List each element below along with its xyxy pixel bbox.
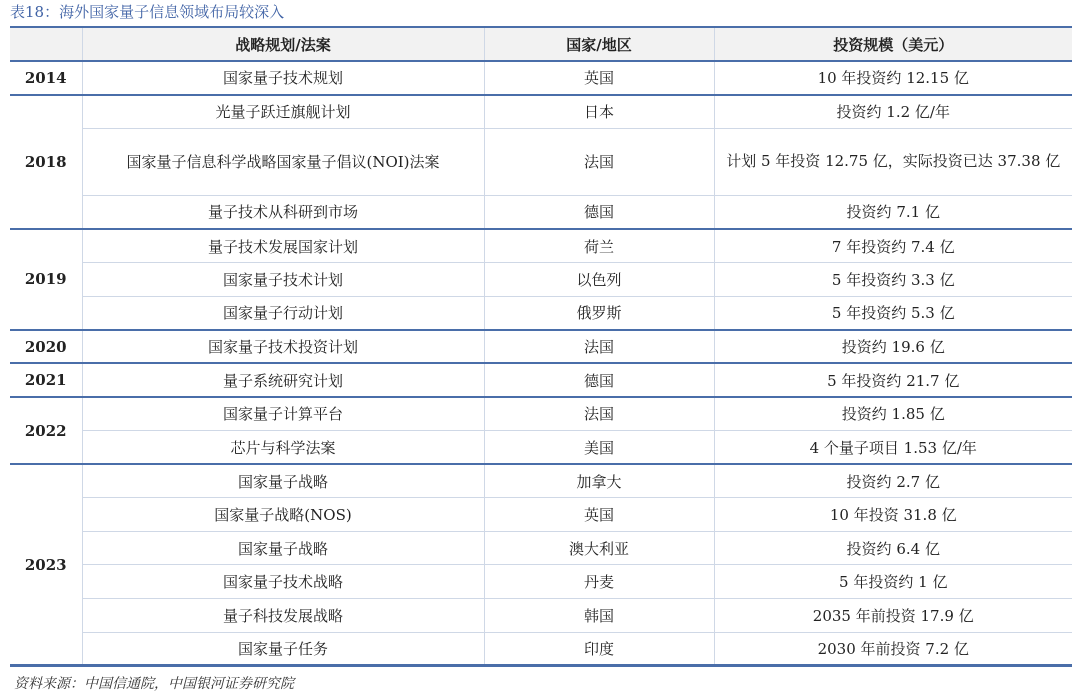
plan-cell: 光量子跃迁旗舰计划 <box>82 95 484 129</box>
country-cell: 英国 <box>484 61 714 95</box>
investment-cell: 5 年投资约 3.3 亿 <box>714 263 1072 297</box>
plan-cell: 国家量子计算平台 <box>82 397 484 431</box>
investment-cell: 2030 年前投资 7.2 亿 <box>714 632 1072 666</box>
table-row <box>10 263 1072 297</box>
investment-cell: 2035 年前投资 17.9 亿 <box>714 599 1072 633</box>
country-cell: 俄罗斯 <box>484 296 714 330</box>
table-header-row <box>10 27 1072 61</box>
country-cell: 日本 <box>484 95 714 129</box>
country-cell: 印度 <box>484 632 714 666</box>
plan-cell: 国家量子技术战略 <box>82 565 484 599</box>
country-cell: 加拿大 <box>484 464 714 498</box>
table-body <box>10 61 1072 666</box>
country-cell: 美国 <box>484 431 714 465</box>
country-cell: 英国 <box>484 498 714 532</box>
quantum-strategy-table <box>10 26 1072 667</box>
investment-cell: 计划 5 年投资 12.75 亿，实际投资已达 37.38 亿 <box>714 128 1072 195</box>
table-row <box>10 632 1072 666</box>
year-cell: 2018 <box>10 95 82 229</box>
investment-cell: 7 年投资约 7.4 亿 <box>714 229 1072 263</box>
country-cell: 德国 <box>484 195 714 229</box>
table-row <box>10 464 1072 498</box>
plan-cell: 量子技术从科研到市场 <box>82 195 484 229</box>
year-cell: 2021 <box>10 363 82 397</box>
investment-table-wrapper <box>10 26 1072 667</box>
header-investment: 投资规模（美元） <box>714 27 1072 61</box>
country-cell: 荷兰 <box>484 229 714 263</box>
plan-cell: 国家量子技术规划 <box>82 61 484 95</box>
table-row <box>10 95 1072 129</box>
header-plan: 战略规划/法案 <box>82 27 484 61</box>
year-cell: 2023 <box>10 464 82 666</box>
header-country: 国家/地区 <box>484 27 714 61</box>
country-cell: 法国 <box>484 397 714 431</box>
country-cell: 以色列 <box>484 263 714 297</box>
table-row <box>10 195 1072 229</box>
investment-cell: 5 年投资约 21.7 亿 <box>714 363 1072 397</box>
investment-cell: 4 个量子项目 1.53 亿/年 <box>714 431 1072 465</box>
investment-cell: 投资约 19.6 亿 <box>714 330 1072 364</box>
table-row <box>10 397 1072 431</box>
investment-cell: 10 年投资约 12.15 亿 <box>714 61 1072 95</box>
plan-cell: 国家量子行动计划 <box>82 296 484 330</box>
investment-cell: 投资约 7.1 亿 <box>714 195 1072 229</box>
plan-cell: 国家量子任务 <box>82 632 484 666</box>
table-row <box>10 229 1072 263</box>
plan-cell: 国家量子战略 <box>82 531 484 565</box>
investment-cell: 5 年投资约 1 亿 <box>714 565 1072 599</box>
table-row <box>10 565 1072 599</box>
plan-cell: 量子科技发展战略 <box>82 599 484 633</box>
table-row <box>10 296 1072 330</box>
table-row <box>10 363 1072 397</box>
table-row <box>10 599 1072 633</box>
plan-cell: 国家量子信息科学战略国家量子倡议(NOI)法案 <box>82 128 484 195</box>
investment-cell: 10 年投资 31.8 亿 <box>714 498 1072 532</box>
year-cell: 2020 <box>10 330 82 364</box>
year-cell: 2022 <box>10 397 82 464</box>
table-row <box>10 330 1072 364</box>
table-row <box>10 128 1072 195</box>
plan-cell: 量子技术发展国家计划 <box>82 229 484 263</box>
plan-cell: 量子系统研究计划 <box>82 363 484 397</box>
year-cell: 2014 <box>10 61 82 95</box>
investment-cell: 投资约 6.4 亿 <box>714 531 1072 565</box>
plan-cell: 国家量子技术计划 <box>82 263 484 297</box>
country-cell: 法国 <box>484 330 714 364</box>
country-cell: 丹麦 <box>484 565 714 599</box>
investment-cell: 投资约 1.85 亿 <box>714 397 1072 431</box>
country-cell: 法国 <box>484 128 714 195</box>
header-year <box>10 27 82 61</box>
country-cell: 德国 <box>484 363 714 397</box>
investment-cell: 5 年投资约 5.3 亿 <box>714 296 1072 330</box>
table-row <box>10 531 1072 565</box>
plan-cell: 国家量子战略(NOS) <box>82 498 484 532</box>
investment-cell: 投资约 1.2 亿/年 <box>714 95 1072 129</box>
table-row <box>10 61 1072 95</box>
source-note: 资料来源：中国信通院，中国银河证券研究院 <box>14 676 294 692</box>
table-row <box>10 431 1072 465</box>
table-row <box>10 498 1072 532</box>
year-cell: 2019 <box>10 229 82 330</box>
table-caption: 表18：海外国家量子信息领域布局较深入 <box>10 3 285 21</box>
plan-cell: 国家量子技术投资计划 <box>82 330 484 364</box>
investment-cell: 投资约 2.7 亿 <box>714 464 1072 498</box>
country-cell: 澳大利亚 <box>484 531 714 565</box>
country-cell: 韩国 <box>484 599 714 633</box>
plan-cell: 国家量子战略 <box>82 464 484 498</box>
plan-cell: 芯片与科学法案 <box>82 431 484 465</box>
